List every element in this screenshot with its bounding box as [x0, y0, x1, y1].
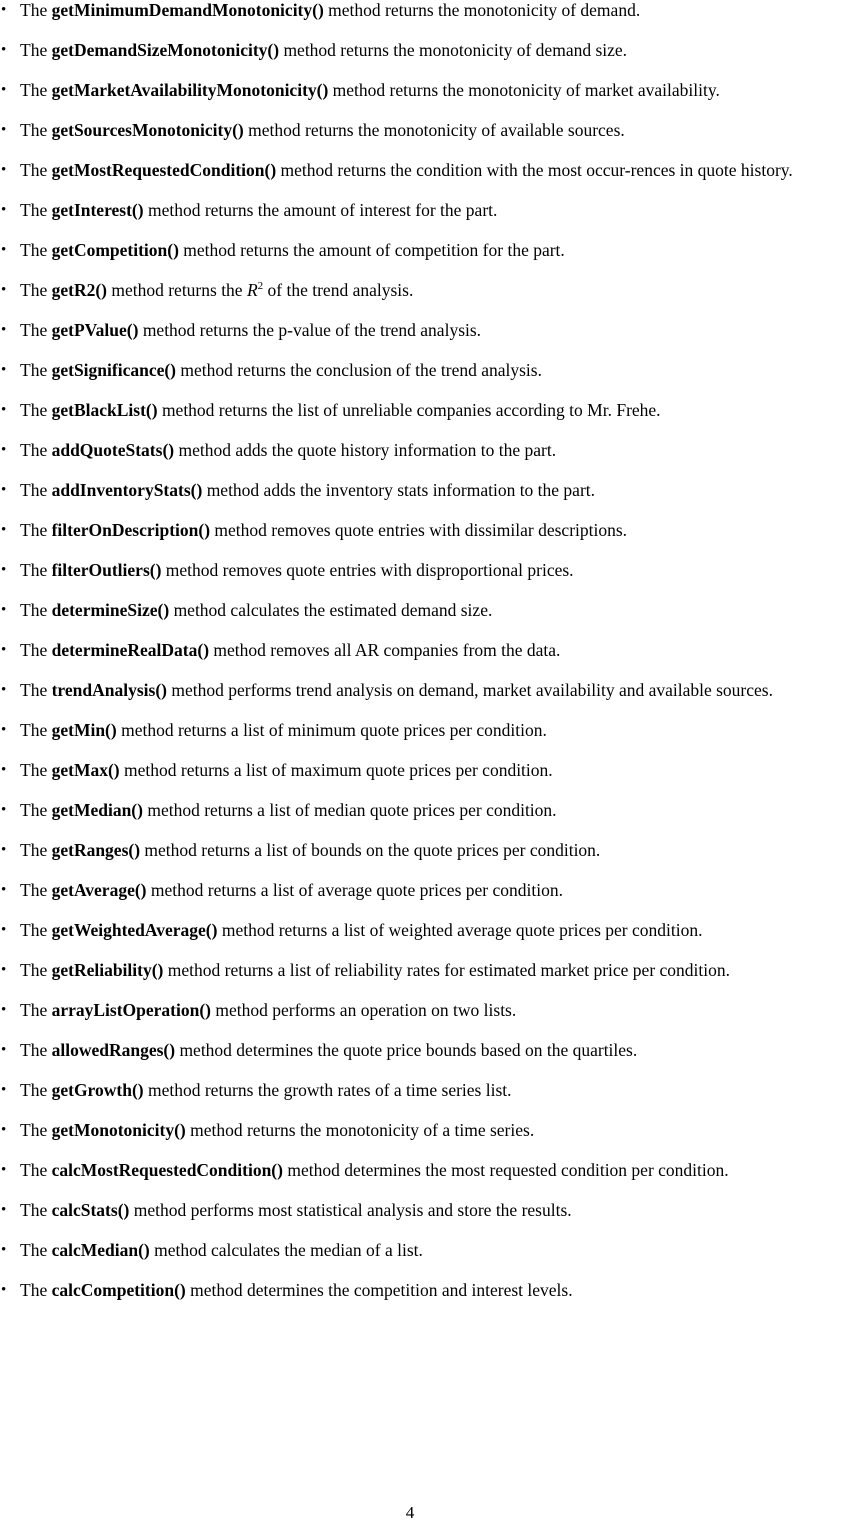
method-name: determineSize(): [51, 600, 170, 620]
method-name: getRanges(): [51, 840, 141, 860]
bullet-icon: •: [1, 802, 7, 818]
method-name: getMostRequestedCondition(): [51, 160, 277, 180]
method-name: getMedian(): [51, 800, 143, 820]
list-item: [0, 118, 853, 143]
item-prefix: The: [20, 720, 52, 740]
list-item: [0, 598, 853, 623]
method-description: method calculates the median of a list.: [149, 1240, 423, 1260]
method-description: method returns the monotonicity of demand size.: [279, 40, 628, 60]
bullet-icon: •: [1, 562, 7, 578]
item-prefix: The: [20, 400, 52, 420]
method-description: method returns the list of unreliable companies according to Mr. Frehe.: [157, 400, 661, 420]
method-description: method returns the condition with the most occur-rences in quote history.: [276, 160, 793, 180]
method-description: method returns the p-value of the trend analysis.: [138, 320, 482, 340]
method-name: getReliability(): [51, 960, 164, 980]
method-name: getMonotonicity(): [51, 1120, 186, 1140]
item-prefix: The: [20, 280, 52, 300]
list-item: [0, 0, 853, 23]
bullet-icon: •: [1, 1162, 7, 1178]
method-description: method adds the quote history information to the part.: [174, 440, 557, 460]
item-prefix: The: [20, 520, 52, 540]
method-description: method returns a list of weighted average quote prices per condition.: [217, 920, 703, 940]
list-item: [0, 78, 853, 103]
method-name: getDemandSizeMonotonicity(): [51, 40, 280, 60]
method-description: method removes quote entries with disproportional prices.: [161, 560, 574, 580]
item-prefix: The: [20, 800, 52, 820]
method-description: method removes all AR companies from the data.: [209, 640, 561, 660]
method-name: getGrowth(): [51, 1080, 144, 1100]
list-item: [0, 878, 853, 903]
method-name: getMarketAvailabilityMonotonicity(): [51, 80, 329, 100]
method-name: getWeightedAverage(): [51, 920, 218, 940]
bullet-icon: •: [1, 1202, 7, 1218]
item-prefix: The: [20, 440, 52, 460]
bullet-icon: •: [1, 842, 7, 858]
item-prefix: The: [20, 920, 52, 940]
bullet-icon: •: [1, 242, 7, 258]
bullet-icon: •: [1, 122, 7, 138]
method-description: method performs an operation on two lists.: [211, 1000, 517, 1020]
method-name: getR2(): [51, 280, 107, 300]
method-name: calcStats(): [51, 1200, 130, 1220]
item-prefix: The: [20, 120, 52, 140]
bullet-icon: •: [1, 162, 7, 178]
list-item: [0, 758, 853, 783]
item-prefix: The: [20, 680, 52, 700]
method-name: filterOnDescription(): [51, 520, 211, 540]
bullet-icon: •: [1, 322, 7, 338]
list-item: [0, 318, 853, 343]
method-description: method returns a list of maximum quote prices per condition.: [119, 760, 553, 780]
bullet-icon: •: [1, 722, 7, 738]
method-name: getBlackList(): [51, 400, 158, 420]
method-name: getCompetition(): [51, 240, 179, 260]
item-prefix: The: [20, 1200, 52, 1220]
method-description: method adds the inventory stats information to the part.: [202, 480, 596, 500]
method-name: calcMostRequestedCondition(): [51, 1160, 283, 1180]
list-item: [0, 638, 853, 663]
item-prefix: The: [20, 960, 52, 980]
bullet-icon: •: [1, 682, 7, 698]
bullet-icon: •: [1, 2, 7, 18]
math-superscript: 2: [257, 280, 264, 293]
method-description: method performs trend analysis on demand, market availability and available sources.: [166, 680, 773, 700]
method-name: getMin(): [51, 720, 117, 740]
method-description: method returns the monotonicity of market availability.: [328, 80, 720, 100]
method-description: method returns the amount of competition for the part.: [178, 240, 565, 260]
method-description: method returns a list of minimum quote prices per condition.: [116, 720, 547, 740]
list-item: [0, 1198, 853, 1223]
math-variable: R: [246, 280, 258, 300]
list-item: [0, 158, 853, 183]
list-item: [0, 38, 853, 63]
method-name: calcCompetition(): [51, 1280, 186, 1300]
method-description: method returns the monotonicity of a time series.: [185, 1120, 535, 1140]
item-prefix: The: [20, 0, 52, 20]
list-item: [0, 1038, 853, 1063]
bullet-icon: •: [1, 82, 7, 98]
bullet-icon: •: [1, 402, 7, 418]
bullet-icon: •: [1, 922, 7, 938]
bullet-icon: •: [1, 42, 7, 58]
item-prefix: The: [20, 480, 52, 500]
list-item: [0, 998, 853, 1023]
method-name: getSourcesMonotonicity(): [51, 120, 244, 140]
item-prefix: The: [20, 1120, 52, 1140]
list-item: [0, 1278, 853, 1303]
item-prefix: The: [20, 560, 52, 580]
bullet-icon: •: [1, 1002, 7, 1018]
method-description: method performs most statistical analysis and store the results.: [129, 1200, 572, 1220]
list-item: [0, 358, 853, 383]
bullet-icon: •: [1, 602, 7, 618]
method-description: method returns the: [106, 280, 243, 300]
method-name: getMax(): [51, 760, 120, 780]
method-description: method returns a list of median quote prices per condition.: [142, 800, 557, 820]
method-description-continued: of the trend analysis.: [263, 280, 414, 300]
method-description: method returns a list of reliability rates for estimated market price per condition.: [163, 960, 730, 980]
bullet-icon: •: [1, 482, 7, 498]
bullet-icon: •: [1, 642, 7, 658]
method-name: getSignificance(): [51, 360, 177, 380]
method-name: getMinimumDemandMonotonicity(): [51, 0, 324, 20]
bullet-icon: •: [1, 1242, 7, 1258]
method-name: getInterest(): [51, 200, 144, 220]
bullet-icon: •: [1, 442, 7, 458]
bullet-icon: •: [1, 1282, 7, 1298]
method-name: determineRealData(): [51, 640, 210, 660]
list-item: [0, 278, 853, 303]
method-name: addInventoryStats(): [51, 480, 203, 500]
method-description: method returns the growth rates of a time series list.: [143, 1080, 512, 1100]
list-item: [0, 838, 853, 863]
list-item: [0, 558, 853, 583]
method-description: method determines the quote price bounds based on the quartiles.: [175, 1040, 638, 1060]
method-name: addQuoteStats(): [51, 440, 175, 460]
method-description: method returns a list of average quote prices per condition.: [146, 880, 563, 900]
method-name: getPValue(): [51, 320, 139, 340]
bullet-icon: •: [1, 882, 7, 898]
method-name: calcMedian(): [51, 1240, 150, 1260]
item-prefix: The: [20, 240, 52, 260]
method-description: method determines the most requested condition per condition.: [282, 1160, 729, 1180]
bullet-icon: •: [1, 1082, 7, 1098]
list-item: [0, 478, 853, 503]
list-item: [0, 1078, 853, 1103]
list-item: [0, 718, 853, 743]
list-item: [0, 1238, 853, 1263]
item-prefix: The: [20, 1040, 52, 1060]
item-prefix: The: [20, 80, 52, 100]
bullet-icon: •: [1, 202, 7, 218]
list-item: [0, 1118, 853, 1143]
bullet-icon: •: [1, 762, 7, 778]
bullet-icon: •: [1, 962, 7, 978]
item-prefix: The: [20, 640, 52, 660]
page-number: 4: [405, 1503, 415, 1522]
list-item: [0, 678, 853, 703]
item-prefix: The: [20, 760, 52, 780]
item-prefix: The: [20, 1240, 52, 1260]
method-description: method returns the conclusion of the trend analysis.: [176, 360, 542, 380]
item-prefix: The: [20, 1080, 52, 1100]
list-item: [0, 918, 853, 943]
bullet-icon: •: [1, 362, 7, 378]
bullet-icon: •: [1, 282, 7, 298]
list-item: [0, 198, 853, 223]
method-name: trendAnalysis(): [51, 680, 167, 700]
item-prefix: The: [20, 880, 52, 900]
item-prefix: The: [20, 160, 52, 180]
list-item: [0, 438, 853, 463]
method-name: arrayListOperation(): [51, 1000, 212, 1020]
list-item: [0, 518, 853, 543]
bullet-icon: •: [1, 1042, 7, 1058]
item-prefix: The: [20, 360, 52, 380]
method-description: method determines the competition and interest levels.: [185, 1280, 573, 1300]
item-prefix: The: [20, 1000, 52, 1020]
item-prefix: The: [20, 320, 52, 340]
method-description: method returns the monotonicity of demand.: [323, 0, 641, 20]
method-description: method returns a list of bounds on the quote prices per condition.: [140, 840, 601, 860]
item-prefix: The: [20, 1160, 52, 1180]
bullet-icon: •: [1, 522, 7, 538]
list-item: [0, 398, 853, 423]
bullet-icon: •: [1, 1122, 7, 1138]
item-prefix: The: [20, 600, 52, 620]
method-description: method calculates the estimated demand size.: [169, 600, 493, 620]
method-description: method returns the amount of interest for the part.: [143, 200, 498, 220]
list-item: [0, 1158, 853, 1183]
method-name: getAverage(): [51, 880, 147, 900]
list-item: [0, 238, 853, 263]
method-name: filterOutliers(): [51, 560, 162, 580]
method-description: method returns the monotonicity of available sources.: [243, 120, 625, 140]
item-prefix: The: [20, 840, 52, 860]
list-item: [0, 798, 853, 823]
method-name: allowedRanges(): [51, 1040, 176, 1060]
item-prefix: The: [20, 40, 52, 60]
method-description: method removes quote entries with dissimilar descriptions.: [210, 520, 628, 540]
list-item: [0, 958, 853, 983]
item-prefix: The: [20, 200, 52, 220]
item-prefix: The: [20, 1280, 52, 1300]
